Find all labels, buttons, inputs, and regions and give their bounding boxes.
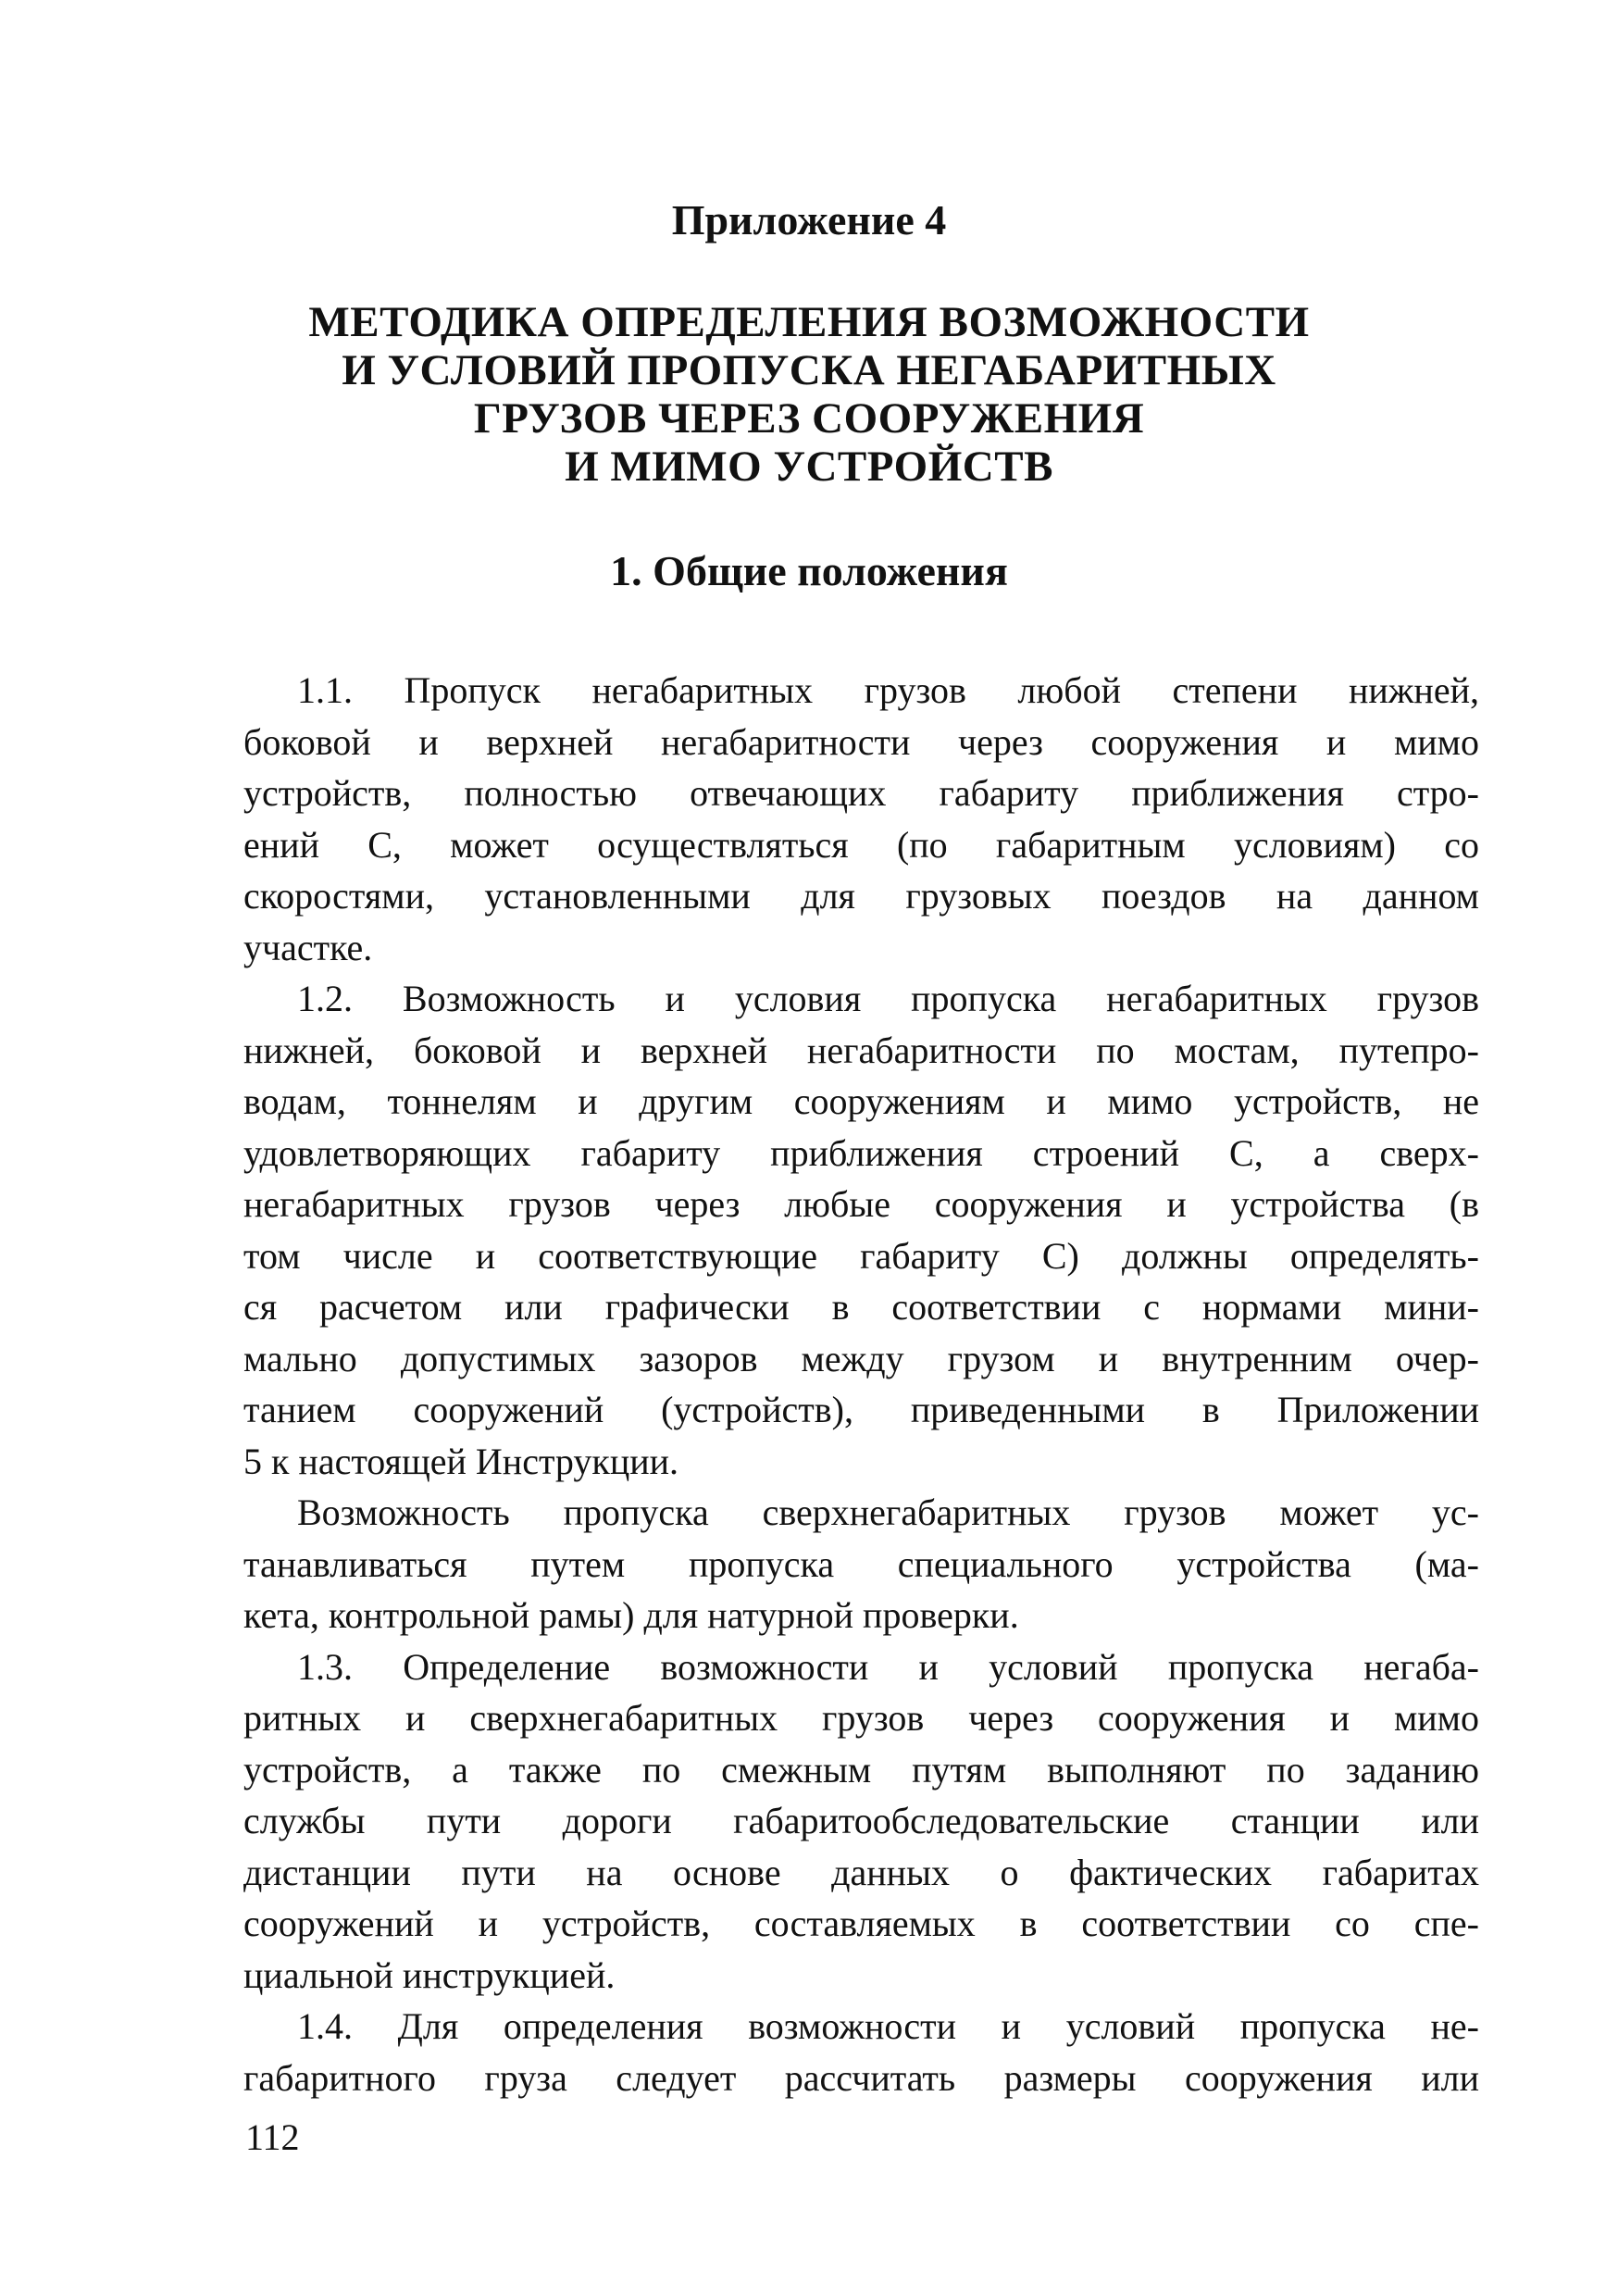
text-line: негабаритных грузов через любые сооружения и устройства (в (243, 1183, 1479, 1225)
text-line: Возможность пропуска сверхнегабаритных грузов может ус- (297, 1491, 1479, 1533)
text-line: танавливаться путем пропуска специального устройства (ма- (243, 1542, 1479, 1585)
text-line: кета, контрольной рамы) для натурной проверки. (243, 1594, 1019, 1636)
text-line: 1.1. Пропуск негабаритных грузов любой степени нижней, (297, 669, 1479, 711)
body-text (243, 665, 1479, 2103)
title-line: И УСЛОВИЙ ПРОПУСКА НЕГАБАРИТНЫХ (342, 346, 1276, 394)
text-line: устройств, полностью отвечающих габариту приближения стро- (243, 772, 1479, 814)
text-line: удовлетворяющих габариту приближения строений С, а сверх- (243, 1131, 1479, 1174)
text-line: службы пути дороги габаритообследовательские станции или (243, 1800, 1479, 1841)
text-line: 1.3. Определение возможности и условий пропуска негаба- (297, 1645, 1479, 1688)
paragraph (243, 1641, 1479, 2002)
text-line: том числе и соответствующие габариту С) должны определять- (243, 1234, 1479, 1277)
text-line: габаритного груза следует рассчитать размеры сооружения или (243, 2056, 1479, 2099)
text-line: устройств, а также по смежным путям выполняют по заданию (243, 1748, 1479, 1791)
text-line: сооружений и устройств, составляемых в соответствии со спе- (243, 1903, 1479, 1944)
text-line: нижней, боковой и верхней негабаритности по мостам, путепро- (243, 1029, 1479, 1071)
text-line: ений С, может осуществляться (по габаритным условиям) со (243, 823, 1479, 866)
text-line: боковой и верхней негабаритности через сооружения и мимо (243, 720, 1479, 763)
paragraph (243, 2001, 1479, 2103)
title-line: И МИМО УСТРОЙСТВ (565, 443, 1053, 491)
text-line: танием сооружений (устройств), приведенными в Приложении (243, 1389, 1479, 1430)
text-line: циальной инструкцией. (243, 1953, 616, 1996)
section-title: 1. Общие положения (610, 547, 1008, 594)
appendix-label: Приложение 4 (671, 196, 947, 243)
text-line: ритных и сверхнегабаритных грузов через сооружения и мимо (243, 1697, 1479, 1739)
text-line: 1.2. Возможность и условия пропуска негабаритных грузов (297, 978, 1479, 1019)
page-number: 112 (245, 2116, 300, 2158)
text-line: мально допустимых зазоров между грузом и внутренним очер- (243, 1337, 1479, 1379)
text-line: 1.4. Для определения возможности и условий пропуска не- (297, 2005, 1479, 2047)
document-title (0, 298, 1618, 491)
text-line: водам, тоннелям и другим сооружениям и мимо устройств, не (243, 1080, 1479, 1122)
text-line: скоростями, установленными для грузовых поездов на данном (243, 875, 1479, 917)
text-line: ся расчетом или графически в соответствии с нормами мини- (243, 1286, 1479, 1328)
text-line: дистанции пути на основе данных о фактических габаритах (243, 1851, 1479, 1893)
paragraph (243, 665, 1479, 973)
text-line: 5 к настоящей Инструкции. (243, 1440, 679, 1482)
title-line: МЕТОДИКА ОПРЕДЕЛЕНИЯ ВОЗМОЖНОСТИ (308, 298, 1310, 346)
title-line: ГРУЗОВ ЧЕРЕЗ СООРУЖЕНИЯ (473, 394, 1145, 443)
paragraph (243, 973, 1479, 1487)
paragraph (243, 1487, 1479, 1641)
text-line: участке. (243, 926, 373, 968)
